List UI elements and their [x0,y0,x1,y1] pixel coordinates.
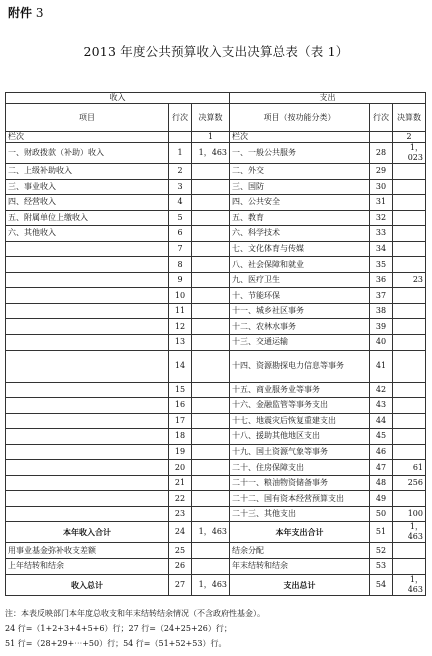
income-final-value [192,303,230,319]
income-row-number: 4 [169,195,192,211]
table-body [6,143,426,596]
income-final-value [192,257,230,273]
income-row-number: 25 [169,543,192,559]
income-row-number: 11 [169,303,192,319]
expense-row-number: 34 [370,241,393,257]
expense-row-number: 37 [370,288,393,304]
column-index-row [6,132,426,143]
table-row [6,288,426,304]
expense-final-value [393,543,426,559]
expense-final-value [393,179,426,195]
expense-row-number: 46 [370,444,393,460]
table-row [6,543,426,559]
income-item: 六、其他收入 [6,226,169,242]
income-final-header: 决算数 [192,104,230,132]
expense-item-header: 项目（按功能分类） [230,104,370,132]
expense-rowno-header: 行次 [370,104,393,132]
expense-item: 十五、商业服务业等事务 [230,382,370,398]
expense-final-value: 61 [393,460,426,476]
income-item: 四、经营收入 [6,195,169,211]
income-row-number: 26 [169,559,192,575]
expense-row-number: 47 [370,460,393,476]
attachment-number: 3 [35,6,44,20]
expense-final-value: 23 [393,272,426,288]
expense-row-number: 53 [370,559,393,575]
income-item [6,460,169,476]
table-row [6,574,426,595]
table-row [6,319,426,335]
table-row [6,257,426,273]
empty-cell [169,132,192,143]
expense-final-value [393,241,426,257]
income-final-value [192,319,230,335]
expense-item: 五、教育 [230,210,370,226]
income-final-value [192,398,230,414]
income-item: 本年收入合计 [6,522,169,543]
expense-final-value: 1，023 [393,143,426,164]
expense-row-number: 44 [370,413,393,429]
income-row-number: 7 [169,241,192,257]
table-row [6,398,426,414]
expense-item: 二十三、其他支出 [230,506,370,522]
income-row-number: 12 [169,319,192,335]
expense-final-value: 100 [393,506,426,522]
table-row [6,506,426,522]
income-item-header: 项目 [6,104,169,132]
income-final-value [192,460,230,476]
notes [5,606,425,651]
income-row-number: 13 [169,335,192,351]
income-final-value [192,288,230,304]
expense-item: 二、外交 [230,164,370,180]
table-row [6,350,426,382]
page-title: 2013 年度公共预算收入支出决算总表（表 1） [83,44,349,59]
income-final-value [192,543,230,559]
expense-row-number: 29 [370,164,393,180]
expense-final-header: 决算数 [393,104,426,132]
income-final-value: 1，463 [192,574,230,595]
table-row [6,475,426,491]
expense-final-value [393,288,426,304]
expense-final-value [393,429,426,445]
income-final-value [192,164,230,180]
expense-row-number: 45 [370,429,393,445]
income-column-index: 1 [192,132,230,143]
income-item [6,272,169,288]
income-row-number: 20 [169,460,192,476]
table-row [6,272,426,288]
expense-row-number: 54 [370,574,393,595]
table-row [6,491,426,507]
table-row [6,413,426,429]
expense-row-number: 31 [370,195,393,211]
expense-header: 支出 [230,93,426,104]
expense-item: 七、文化体育与传媒 [230,241,370,257]
expense-item: 年末结转和结余 [230,559,370,575]
expense-item: 十九、国土资源气象等事务 [230,444,370,460]
expense-item: 二十一、粮油物资储备事务 [230,475,370,491]
income-item [6,444,169,460]
income-item [6,350,169,382]
income-item: 收入总计 [6,574,169,595]
expense-final-value: 1，463 [393,522,426,543]
expense-row-number: 33 [370,226,393,242]
income-final-value: 1，463 [192,522,230,543]
income-row-number: 18 [169,429,192,445]
section-header-row [6,93,426,104]
income-column-label: 栏次 [6,132,169,143]
income-final-value [192,491,230,507]
expense-final-value [393,398,426,414]
income-item: 二、上级补助收入 [6,164,169,180]
income-item [6,398,169,414]
expense-item: 十、节能环保 [230,288,370,304]
table-row [6,559,426,575]
expense-item: 十三、交通运输 [230,335,370,351]
income-row-number: 8 [169,257,192,273]
expense-item: 支出总计 [230,574,370,595]
expense-item: 一、一般公共服务 [230,143,370,164]
income-row-number: 17 [169,413,192,429]
expense-item: 十四、资源勘探电力信息等事务 [230,350,370,382]
expense-item: 本年支出合计 [230,522,370,543]
income-row-number: 3 [169,179,192,195]
income-row-number: 23 [169,506,192,522]
income-item: 上年结转和结余 [6,559,169,575]
empty-cell [370,132,393,143]
expense-row-number: 50 [370,506,393,522]
income-row-number: 9 [169,272,192,288]
income-row-number: 2 [169,164,192,180]
expense-row-number: 32 [370,210,393,226]
income-final-value [192,179,230,195]
table-row [6,143,426,164]
expense-final-value: 1，463 [393,574,426,595]
income-item [6,241,169,257]
table-row [6,241,426,257]
income-item [6,319,169,335]
expense-row-number: 38 [370,303,393,319]
income-final-value [192,272,230,288]
expense-final-value [393,382,426,398]
expense-row-number: 49 [370,491,393,507]
table-row [6,210,426,226]
income-final-value [192,559,230,575]
income-header: 收入 [6,93,230,104]
expense-final-value [393,226,426,242]
income-item [6,382,169,398]
income-item: 五、附属单位上缴收入 [6,210,169,226]
expense-final-value [393,444,426,460]
expense-final-value [393,319,426,335]
expense-final-value: 256 [393,475,426,491]
expense-column-label: 栏次 [230,132,370,143]
income-final-value [192,350,230,382]
income-final-value [192,195,230,211]
expense-row-number: 41 [370,350,393,382]
income-final-value [192,429,230,445]
table-row [6,303,426,319]
expense-row-number: 42 [370,382,393,398]
table-row [6,164,426,180]
expense-row-number: 43 [370,398,393,414]
income-row-number: 27 [169,574,192,595]
expense-row-number: 51 [370,522,393,543]
income-row-number: 6 [169,226,192,242]
expense-final-value [393,195,426,211]
expense-column-index: 2 [393,132,426,143]
expense-final-value [393,559,426,575]
attachment-label [8,4,43,21]
expense-item: 二十二、国有资本经营预算支出 [230,491,370,507]
income-row-number: 14 [169,350,192,382]
note-line: 注：本表反映部门本年度总收支和年末结转结余情况（不含政府性基金）。 [5,609,265,618]
expense-row-number: 52 [370,543,393,559]
income-item: 三、事业收入 [6,179,169,195]
expense-final-value [393,413,426,429]
expense-item: 十一、城乡社区事务 [230,303,370,319]
budget-table [5,92,426,596]
income-row-number: 19 [169,444,192,460]
income-item [6,475,169,491]
note-line: 51 行=（28+29+⋯+50）行；54 行=（51+52+53）行。 [5,639,227,648]
table-row [6,460,426,476]
income-item [6,288,169,304]
income-row-number: 15 [169,382,192,398]
expense-item: 八、社会保障和就业 [230,257,370,273]
income-item: 用事业基金弥补收支差额 [6,543,169,559]
income-final-value [192,210,230,226]
table-row [6,382,426,398]
income-item [6,257,169,273]
expense-row-number: 36 [370,272,393,288]
income-final-value [192,335,230,351]
income-rowno-header: 行次 [169,104,192,132]
table-row [6,444,426,460]
expense-final-value [393,164,426,180]
table-row [6,429,426,445]
income-item [6,429,169,445]
income-row-number: 22 [169,491,192,507]
income-final-value [192,506,230,522]
column-header-row [6,104,426,132]
income-item [6,491,169,507]
expense-item: 十八、援助其他地区支出 [230,429,370,445]
expense-row-number: 48 [370,475,393,491]
expense-row-number: 30 [370,179,393,195]
expense-final-value [393,303,426,319]
table-row [6,335,426,351]
expense-row-number: 35 [370,257,393,273]
income-item [6,413,169,429]
note-line: 24 行=（1+2+3+4+5+6）行；27 行=（24+25+26）行； [5,624,232,633]
income-item [6,303,169,319]
income-item: 一、财政拨款（补助）收入 [6,143,169,164]
income-row-number: 5 [169,210,192,226]
expense-item: 十二、农林水事务 [230,319,370,335]
income-final-value [192,413,230,429]
income-final-value [192,226,230,242]
expense-item: 二十、住房保障支出 [230,460,370,476]
income-final-value [192,241,230,257]
table-row [6,522,426,543]
expense-item: 九、医疗卫生 [230,272,370,288]
expense-final-value [393,350,426,382]
income-row-number: 24 [169,522,192,543]
income-final-value [192,475,230,491]
expense-item: 结余分配 [230,543,370,559]
expense-final-value [393,491,426,507]
expense-item: 六、科学技术 [230,226,370,242]
expense-final-value [393,210,426,226]
income-row-number: 21 [169,475,192,491]
table-row [6,226,426,242]
income-final-value [192,444,230,460]
income-item [6,506,169,522]
income-row-number: 1 [169,143,192,164]
expense-row-number: 28 [370,143,393,164]
income-final-value [192,382,230,398]
expense-final-value [393,335,426,351]
income-row-number: 16 [169,398,192,414]
table-row [6,179,426,195]
attachment-word: 附件 [8,6,33,20]
expense-item: 十七、地震灾后恢复重建支出 [230,413,370,429]
expense-item: 三、国防 [230,179,370,195]
expense-final-value [393,257,426,273]
income-row-number: 10 [169,288,192,304]
income-item [6,335,169,351]
income-final-value: 1，463 [192,143,230,164]
expense-row-number: 39 [370,319,393,335]
expense-item: 四、公共安全 [230,195,370,211]
expense-item: 十六、金融监管等事务支出 [230,398,370,414]
expense-row-number: 40 [370,335,393,351]
table-row [6,195,426,211]
